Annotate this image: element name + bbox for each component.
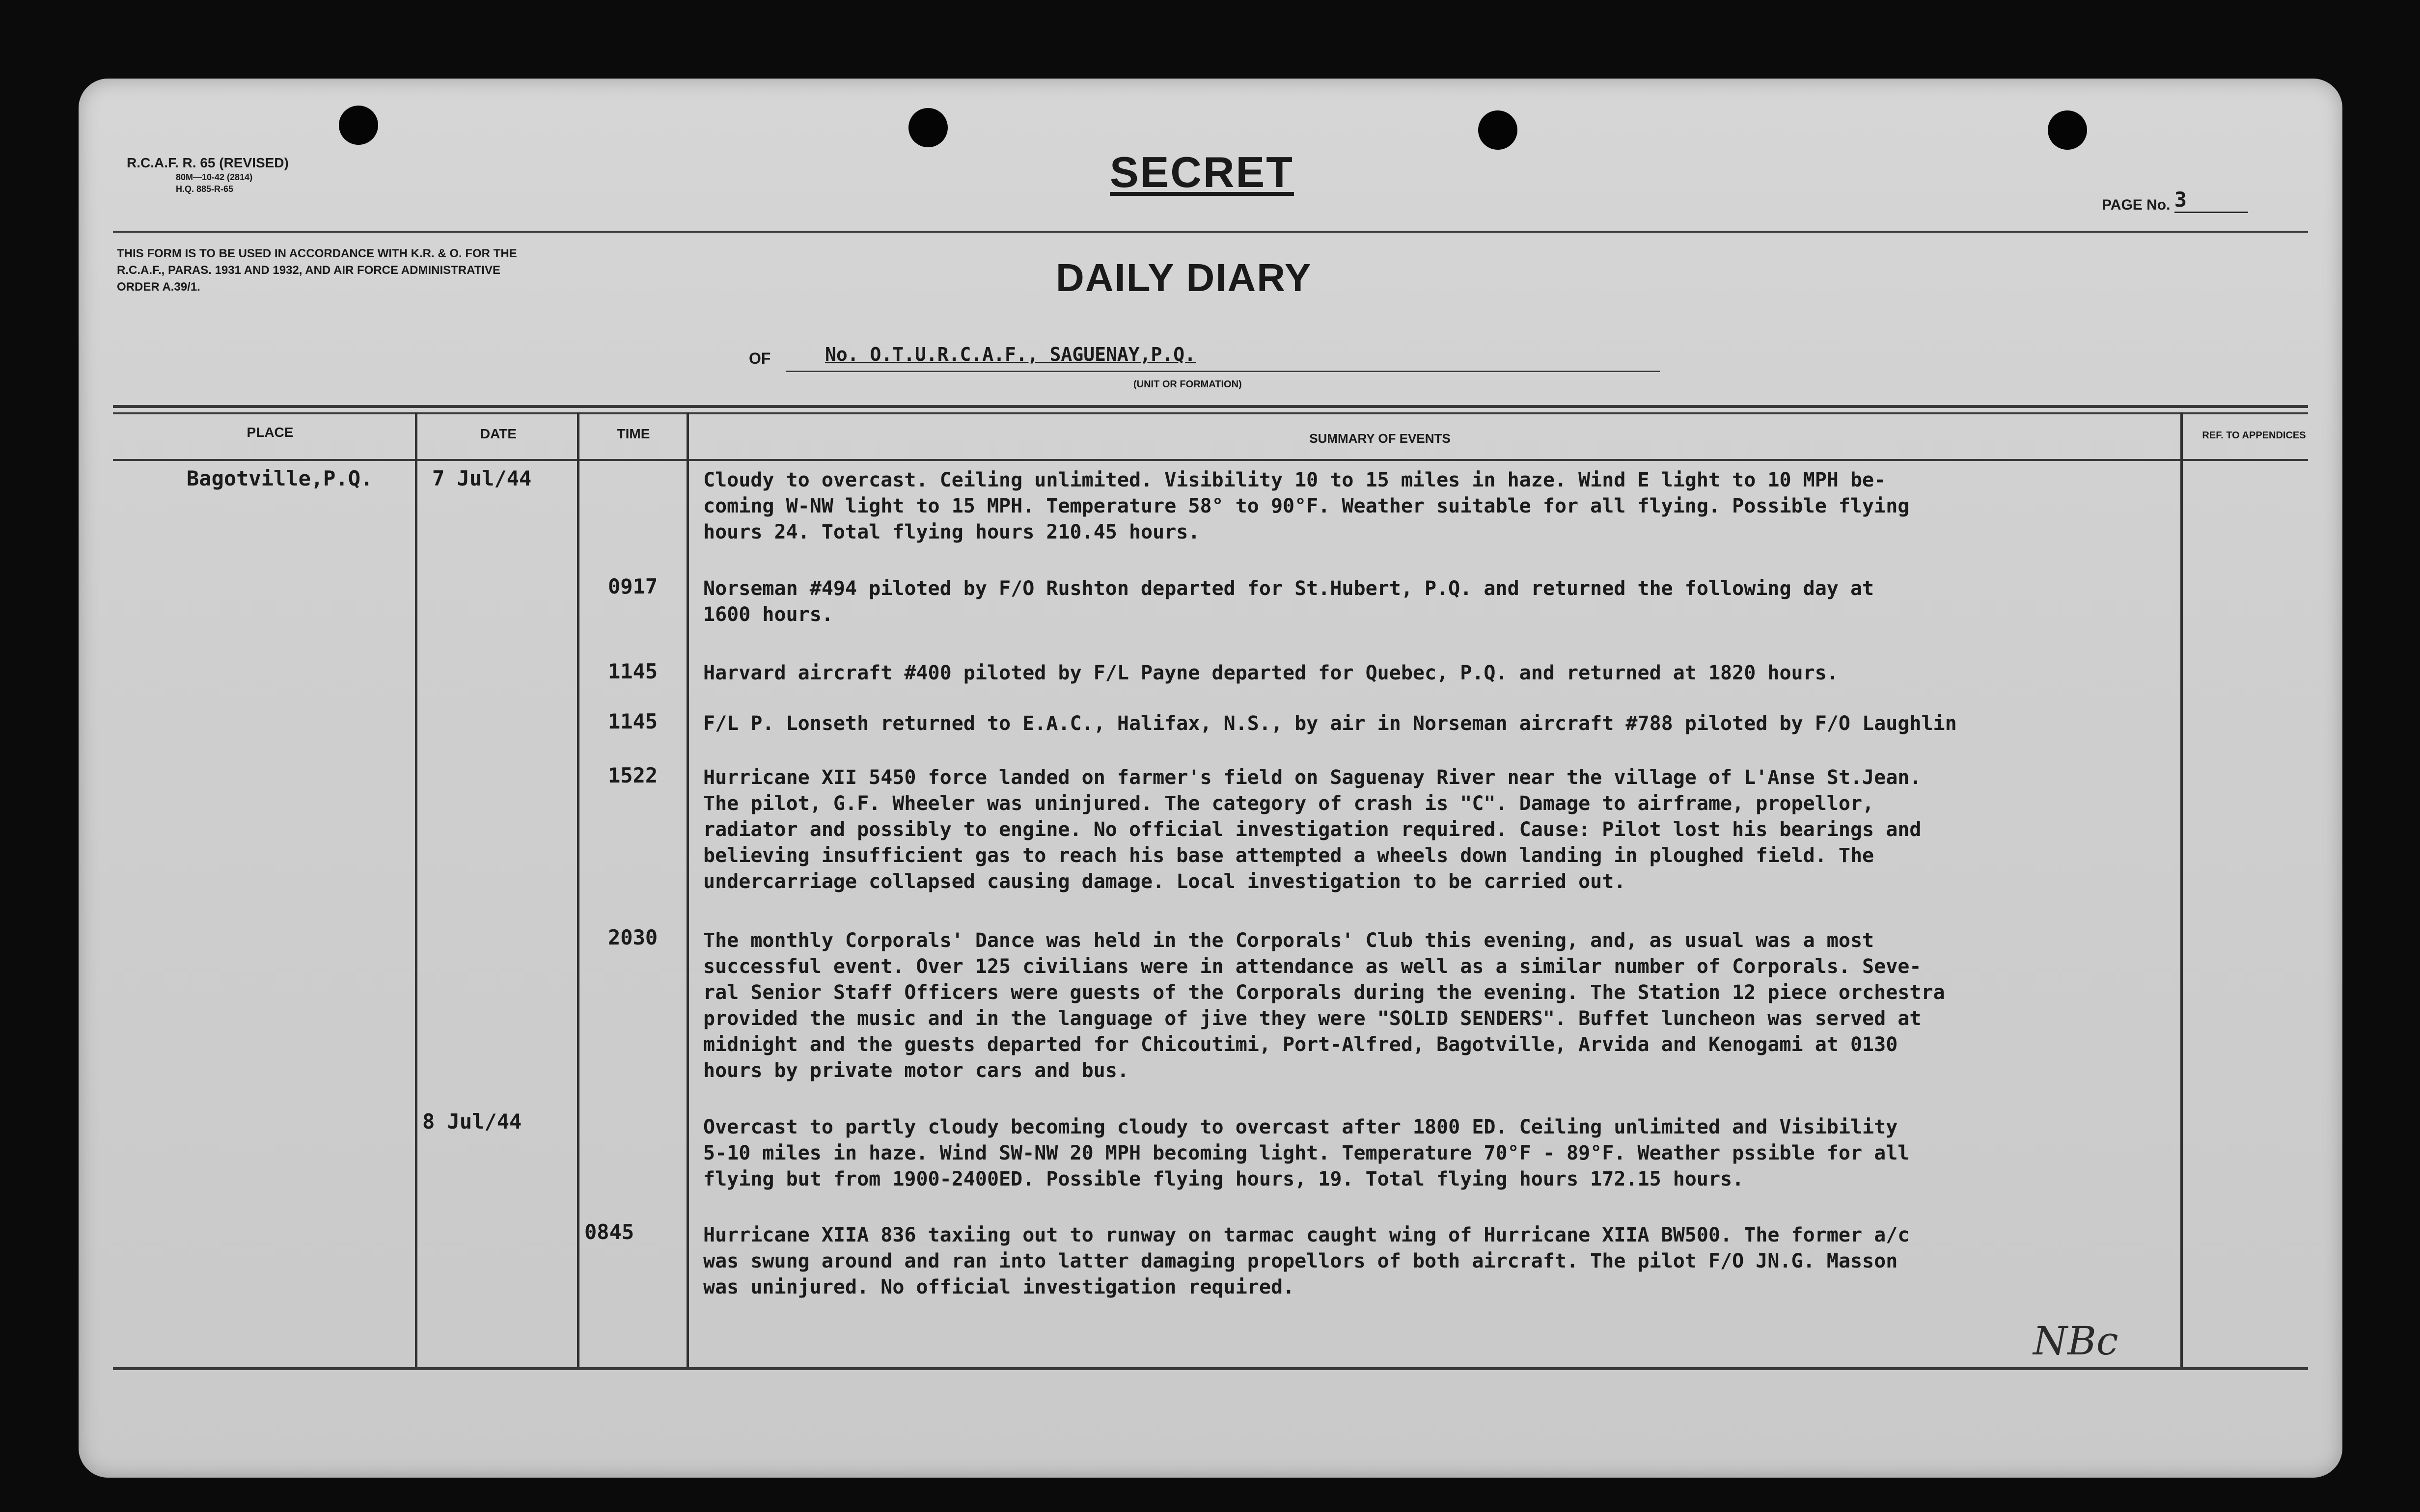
page-title: DAILY DIARY xyxy=(1056,256,1312,299)
entry-summary: Overcast to partly cloudy becoming cloudy to overcast after 1800 ED. Ceiling unlimited and Visibility 5-10 miles in haze. Wind SW-NW 20 MPH becoming light. Temperature 70°F - 89°F. Weather pssible for all flying but from 1900-2400ED. Possible flying hours, 19. Total flying hours 172.15 hours. xyxy=(703,1116,1910,1190)
entry-time: 0845 xyxy=(584,1220,634,1244)
form-id-line3: H.Q. 885-R-65 xyxy=(176,184,234,194)
entry-time: 0917 xyxy=(608,574,658,598)
form-id-line2: 80M—10-42 (2814) xyxy=(176,172,253,182)
entry-date: 8 Jul/44 xyxy=(422,1109,522,1134)
punch-hole xyxy=(339,106,378,145)
column-header-ref: REF. TO APPENDICES xyxy=(2202,430,2306,441)
entry-summary: Harvard aircraft #400 piloted by F/L Payne departed for Quebec, P.Q. and returned at 1820 hours. xyxy=(703,662,1839,684)
entry-time: 1145 xyxy=(608,709,658,733)
entry-time: 1522 xyxy=(608,763,658,787)
place-value: Bagotville,P.Q. xyxy=(187,466,373,490)
unit-name: No. O.T.U.R.C.A.F., SAGUENAY,P.Q. xyxy=(825,344,1196,365)
column-divider xyxy=(415,412,417,1367)
punch-hole xyxy=(2048,110,2087,150)
page-number-label: PAGE No. xyxy=(2102,197,2171,213)
entry-summary: F/L P. Lonseth returned to E.A.C., Halifax, N.S., by air in Norseman aircraft #788 piloted by F/O Laughlin xyxy=(703,712,1957,735)
form-identifier xyxy=(127,155,289,195)
column-header-place: PLACE xyxy=(247,425,294,440)
diary-sheet xyxy=(79,79,2342,1478)
entry-summary: Norseman #494 piloted by F/O Rushton departed for St.Hubert, P.Q. and returned the following day at 1600 hours. xyxy=(703,577,1874,626)
entry-time: 1145 xyxy=(608,659,658,683)
header-divider xyxy=(113,231,2308,233)
column-header-date: DATE xyxy=(480,426,517,441)
column-header-summary: SUMMARY OF EVENTS xyxy=(1309,431,1451,446)
column-divider xyxy=(2180,412,2183,1367)
table-top-rule xyxy=(113,405,2308,408)
unit-caption: (UNIT OR FORMATION) xyxy=(1133,379,1242,390)
page-number-value: 3 xyxy=(2174,188,2248,213)
page-number-field xyxy=(2102,190,2248,216)
entry-summary: The monthly Corporals' Dance was held in the Corporals' Club this evening, and, as usual was a most successful event. Over 125 civilians were in attendance as well as a similar number of Corporals. Seve- ral Senior Staff Officers were guests of the Corporals during the evening. The Station 12 piece orchestra provided the music and in the language of jive they were "SOLID SENDERS". Buffet luncheon was served at midnight and the guests departed for Chicoutimi, Port-Alfred, Bagotville, Arvida and Kenogami at 0130 hours by private motor cars and bus. xyxy=(703,929,1945,1082)
entry-summary: Hurricane XIIA 836 taxiing out to runway on tarmac caught wing of Hurricane XIIA BW500. The former a/c was swung around and ran into latter damaging propellors of both aircraft. The pilot F/O JN.G. Masson was uninjured. No official investigation required. xyxy=(703,1224,1910,1298)
of-label: OF xyxy=(749,350,771,367)
form-id-line1: R.C.A.F. R. 65 (REVISED) xyxy=(127,155,289,170)
entry-summary: Cloudy to overcast. Ceiling unlimited. Visibility 10 to 15 miles in haze. Wind E light to 10 MPH be- coming W-NW light to 15 MPH. Temperature 58° to 90°F. Weather suitable for all flying. Possible flying hours 24. Total flying hours 210.45 hours. xyxy=(703,469,1910,543)
entry-date: 7 Jul/44 xyxy=(432,466,532,490)
column-divider xyxy=(577,412,579,1367)
column-divider xyxy=(687,412,689,1367)
column-header-rule xyxy=(113,459,2308,461)
classification-heading: SECRET xyxy=(1110,148,1294,196)
entry-summary: Hurricane XII 5450 force landed on farmer's field on Saguenay River near the village of L'Anse St.Jean. The pilot, G.F. Wheeler was uninjured. The category of crash is "C". Damage to airframe, propellor, radiator and possibly to engine. No official investigation required. Cause: Pilot lost his bearings and believing insufficient gas to reach his base attempted a wheels down landing in ploughed field. The undercarriage collapsed causing damage. Local investigation to be carried out. xyxy=(703,766,1922,893)
signature-initials: NBc xyxy=(2033,1318,2118,1364)
entry-time: 2030 xyxy=(608,925,658,949)
table-top-rule-second xyxy=(113,412,2308,414)
punch-hole xyxy=(908,108,948,147)
column-header-time: TIME xyxy=(617,426,650,441)
table-bottom-rule xyxy=(113,1367,2308,1370)
punch-hole xyxy=(1478,110,1517,150)
form-instructions: THIS FORM IS TO BE USED IN ACCORDANCE WITH K.R. & O. FOR THE R.C.A.F., PARAS. 1931 AND 1932, AND AIR FORCE ADMINISTRATIVE ORDER A.39/1. xyxy=(117,247,517,294)
